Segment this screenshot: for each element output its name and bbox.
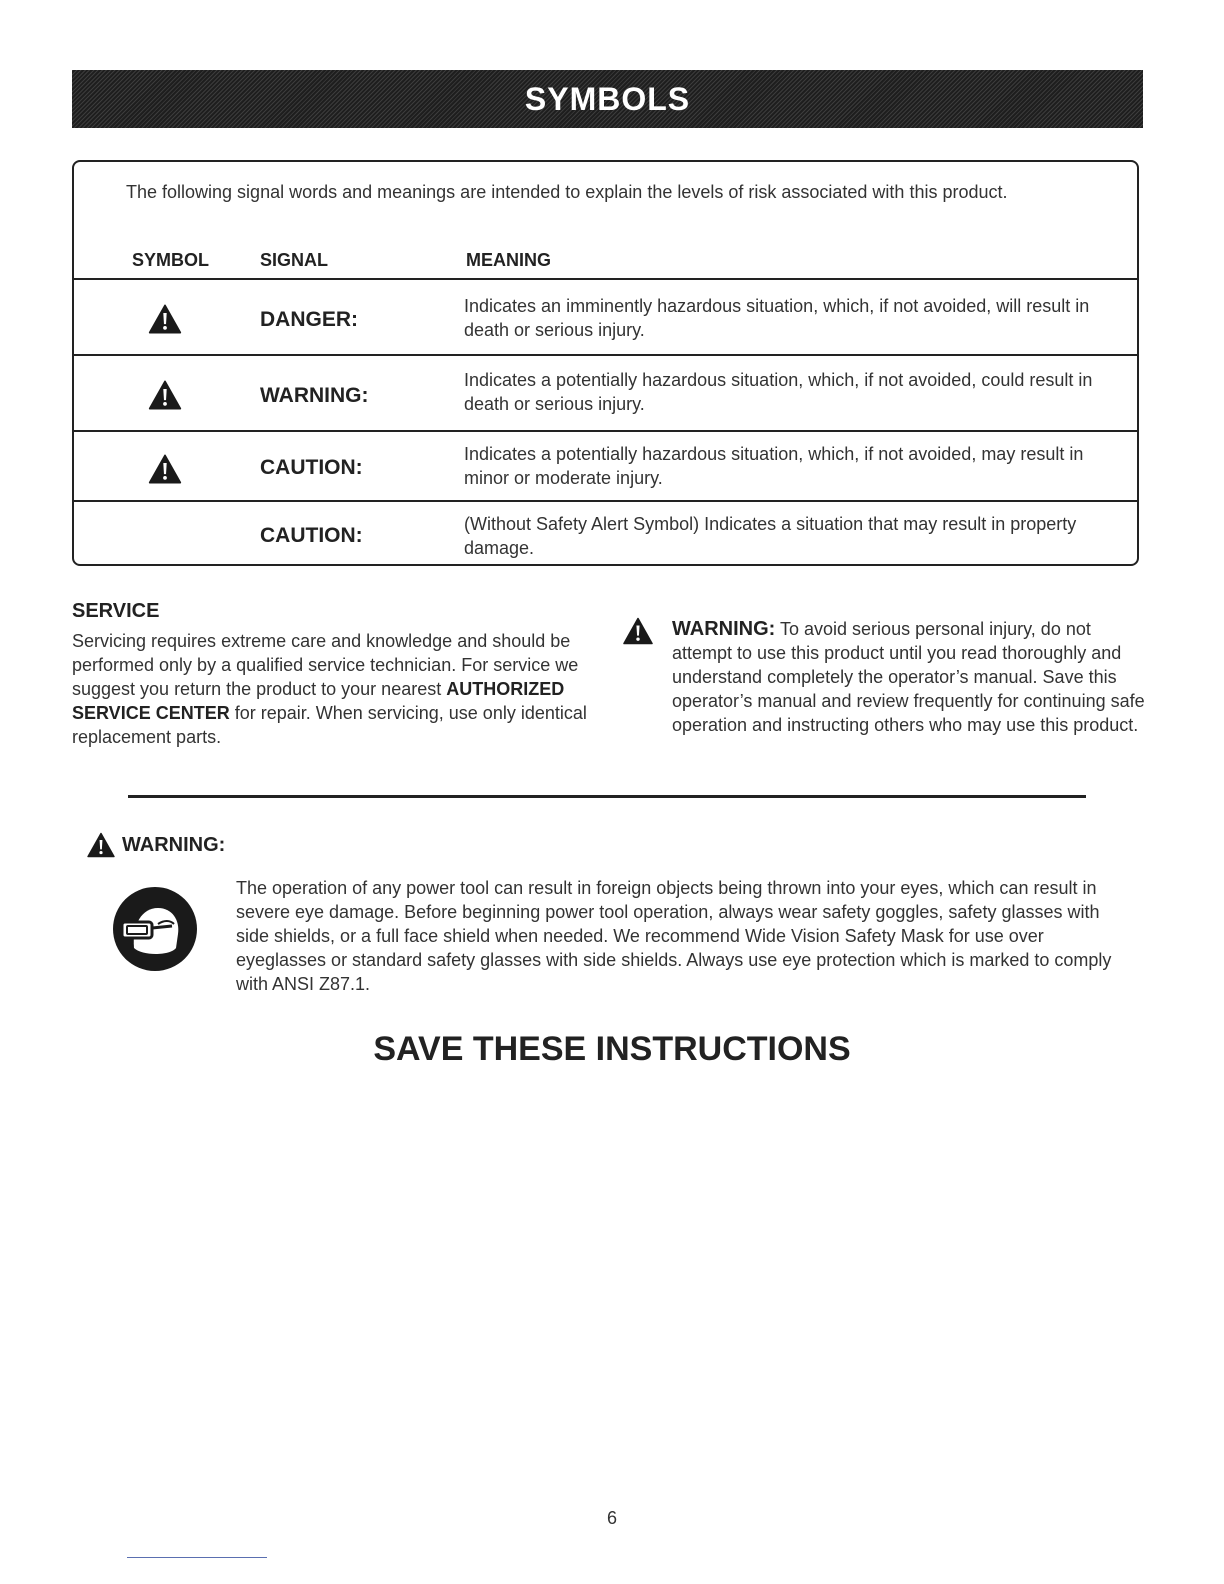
signal-meaning: Indicates an imminently hazardous situation, which, if not avoided, will result in death or serious injury. — [464, 296, 1090, 340]
symbols-banner — [72, 70, 1143, 128]
footer-line — [127, 1557, 267, 1558]
table-row — [74, 430, 1137, 500]
safety-alert-triangle-icon — [148, 378, 182, 412]
table-row — [74, 500, 1137, 564]
column-header-signal: SIGNAL — [260, 250, 329, 270]
signal-meaning: Indicates a potentially hazardous situation, which, if not avoided, may result in minor or moderate injury. — [464, 444, 1084, 488]
table-row — [74, 278, 1137, 354]
authorized-service-center: AUTHORIZED SERVICE CENTER — [72, 679, 565, 723]
service-heading: SERVICE — [72, 600, 160, 622]
signal-word: WARNING: — [260, 384, 369, 407]
signal-meaning: Indicates a potentially hazardous situation, which, if not avoided, could result in death or serious injury. — [464, 370, 1093, 414]
signal-word: CAUTION: — [260, 524, 363, 547]
service-text: Servicing requires extreme care and knowledge and should be performed only by a qualified service technician. For service we suggest you return the product to your nearest AUTHORIZED SERVICE CENTER for repair. When servicing, use only identical replacement parts. — [72, 631, 587, 747]
safety-alert-triangle-icon — [148, 302, 182, 336]
safety-alert-triangle-icon — [148, 452, 182, 486]
service-section — [72, 600, 592, 749]
warning-label: WARNING: — [672, 618, 776, 640]
save-instructions-heading: SAVE THESE INSTRUCTIONS — [373, 1030, 851, 1068]
warning-eye-text: The operation of any power tool can result in foreign objects being thrown into your eyes, which can result in severe eye damage. Before beginning power tool operation, always wear safety goggles, safety glasses with side shields, or a full face shield when needed. We recommend Wide Vision Safety Mask for use over eyeglasses or standard safety glasses with side shields. Always use eye protection which is marked to comply with ANSI Z87.1. — [236, 878, 1112, 994]
signal-word: CAUTION: — [260, 456, 363, 479]
symbols-table — [72, 160, 1139, 566]
table-row — [74, 354, 1137, 430]
safety-alert-triangle-icon — [86, 832, 116, 858]
column-header-symbol: SYMBOL — [132, 250, 210, 270]
divider — [128, 795, 1086, 798]
warning-manual-text: WARNING: To avoid serious personal injury, do not attempt to use this product until you read thoroughly and understand completely the operator’s manual. Save this operator’s manual and review frequently for continuing safe operation and instructing others who may use this product. — [672, 618, 1145, 735]
page-title: SYMBOLS — [524, 80, 691, 117]
safety-alert-triangle-icon — [622, 617, 654, 645]
signal-word: DANGER: — [260, 308, 358, 331]
symbols-intro: The following signal words and meanings are intended to explain the levels of risk associated with this product. — [126, 182, 1008, 202]
page-number: 6 — [606, 1508, 617, 1528]
safety-goggles-icon — [112, 886, 198, 972]
warning-label: WARNING: — [122, 833, 226, 856]
column-header-meaning: MEANING — [466, 250, 551, 270]
warning-eye-heading — [86, 832, 225, 858]
signal-meaning: (Without Safety Alert Symbol) Indicates a situation that may result in property damage. — [464, 514, 1077, 558]
